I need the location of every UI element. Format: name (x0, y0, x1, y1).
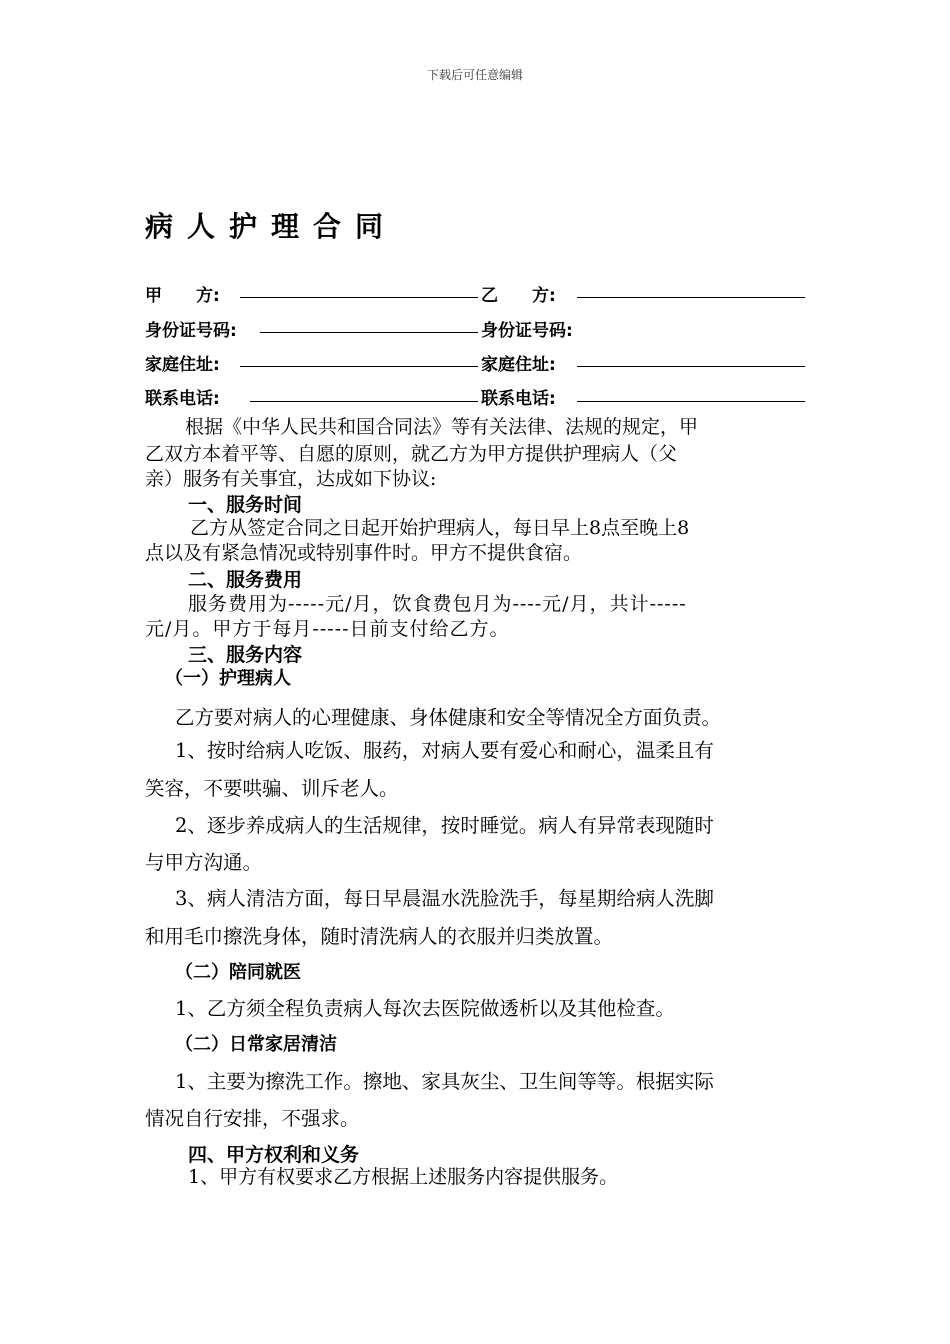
section-3-p5: 1、乙方须全程负责病人每次去医院做透析以及其他检查。 (175, 997, 675, 1020)
section-3-sub-1: （一）护理病人 (165, 668, 291, 689)
id-label-b: 身份证号码: (481, 321, 573, 341)
section-3-p3-a: 2、逐步养成病人的生活规律，按时睡觉。病人有异常表现随时 (175, 814, 714, 837)
intro-line-2: 乙双方本着平等、自愿的原则，就乙方为甲方提供护理病人（父 (145, 443, 678, 465)
address-line-b[interactable] (577, 366, 805, 367)
section-1-heading: 一、服务时间 (188, 494, 303, 516)
section-3-p2-b: 笑容，不要哄骗、训斥老人。 (145, 777, 399, 800)
section-4-heading: 四、甲方权利和义务 (188, 1144, 360, 1166)
section-3-p3-b: 与甲方沟通。 (145, 851, 263, 874)
intro-line-3: 亲）服务有关事宜，达成如下协议: (145, 468, 437, 490)
section-3-p6-a: 1、主要为擦洗工作。擦地、家具灰尘、卫生间等等。根据实际 (175, 1070, 714, 1093)
section-3-p1: 乙方要对病人的心理健康、身体健康和安全等情况全方面负责。 (175, 706, 722, 729)
phone-label-a: 联系电话: (145, 389, 220, 409)
section-3-p4-a: 3、病人清洁方面，每日早晨温水洗脸洗手，每星期给病人洗脚 (175, 887, 714, 910)
section-3-p2-a: 1、按时给病人吃饭、服药，对病人要有爱心和耐心，温柔且有 (175, 739, 714, 762)
section-3-heading: 三、服务内容 (188, 644, 303, 666)
party-b-line[interactable] (577, 297, 805, 298)
intro-line-1: 根据《中华人民共和国合同法》等有关法律、法规的规定，甲 (185, 416, 699, 438)
party-b-label: 乙 方: (481, 286, 556, 306)
address-label-a: 家庭住址: (145, 355, 220, 375)
section-3-p6-b: 情况自行安排，不强求。 (145, 1107, 360, 1130)
section-3-p4-b: 和用毛巾擦洗身体，随时清洗病人的衣服并归类放置。 (145, 925, 614, 948)
section-1-line-2: 点以及有紧急情况或特别事件时。甲方不提供食宿。 (145, 542, 583, 564)
party-a-line[interactable] (240, 297, 478, 298)
section-2-line-1: 服务费用为-----元/月，饮食费包月为----元/月，共计----- (188, 593, 687, 615)
section-1-line-1: 乙方从签定合同之日起开始护理病人，每日早上8点至晚上8 (190, 517, 690, 539)
section-4-p1: 1、甲方有权要求乙方根据上述服务内容提供服务。 (188, 1166, 619, 1188)
section-3-sub-3: （二）日常家居清洁 (175, 1034, 337, 1055)
section-3-sub-2: （二）陪同就医 (175, 962, 301, 983)
party-a-label: 甲 方: (145, 286, 220, 306)
phone-line-a[interactable] (250, 401, 478, 402)
section-2-line-2: 元/月。甲方于每月-----日前支付给乙方。 (145, 618, 510, 640)
phone-line-b[interactable] (577, 401, 805, 402)
phone-label-b: 联系电话: (481, 389, 556, 409)
header-note: 下载后可任意编辑 (426, 68, 523, 82)
section-2-heading: 二、服务费用 (188, 569, 303, 591)
address-label-b: 家庭住址: (481, 355, 556, 375)
address-line-a[interactable] (240, 366, 478, 367)
id-label-a: 身份证号码: (145, 321, 237, 341)
id-line-a[interactable] (260, 332, 478, 333)
page-title: 病人护理合同 (145, 210, 398, 243)
